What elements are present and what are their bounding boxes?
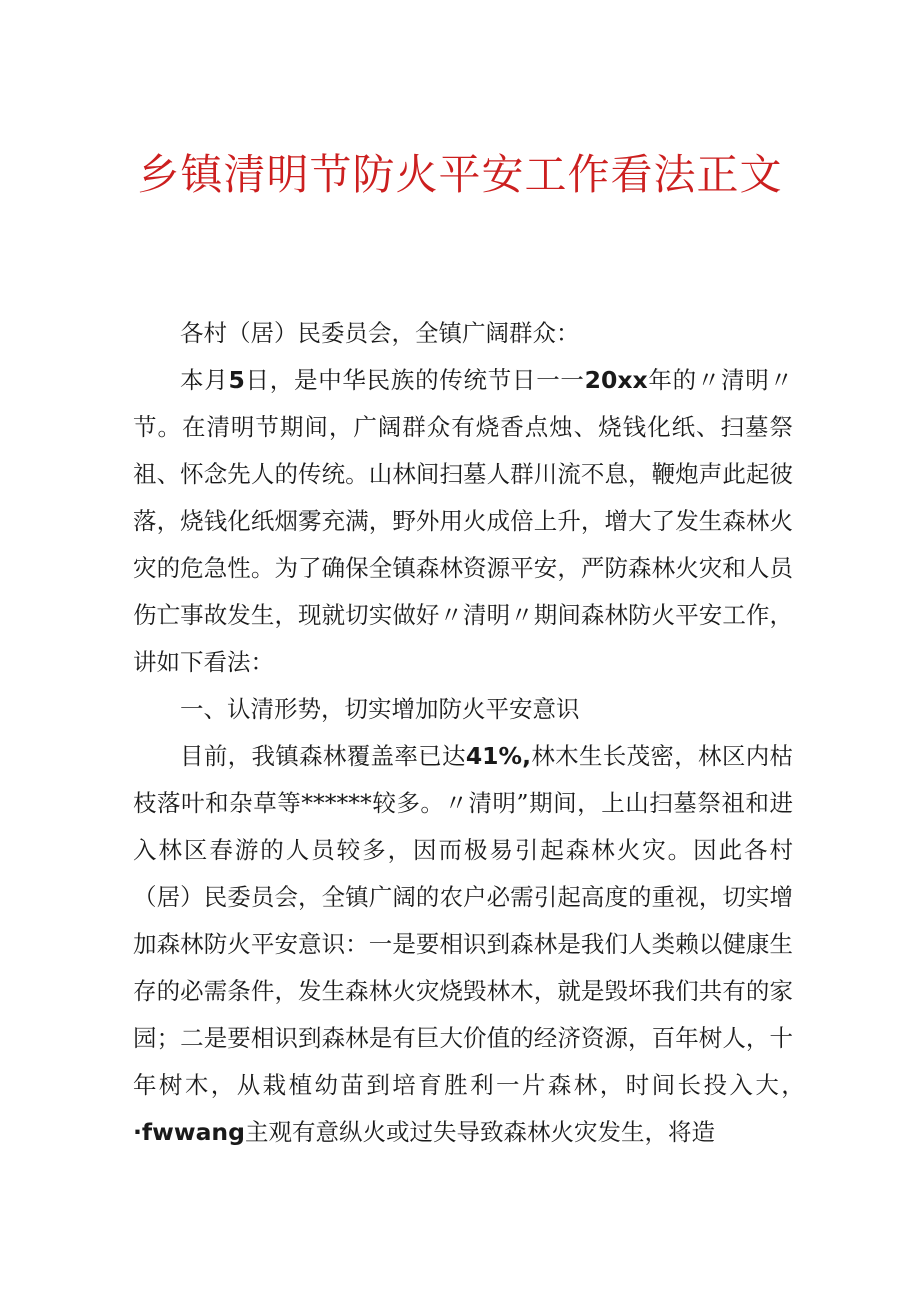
- inline-code-text: ·fwwang: [133, 1118, 245, 1146]
- document-title: 乡镇清明节防火平安工作看法正文: [137, 150, 783, 199]
- paragraph-text: 本月: [180, 366, 229, 394]
- paragraph-text: 年的〃清明〃节。在清明节期间，广阔群众有烧香点烛、烧钱化纸、扫墓祭祖、怀念先人的传统。山林间扫墓人群川流不息，鞭炮声此起彼落，烧钱化纸烟雾充满，野外用火成倍上升，增大了发生森林火灾的危急性。为了确保全镇森林资源平安，严防森林火灾和人员伤亡事故发生，现就切实做好〃清明〃期间森林防火平安工作，讲如下看法：: [133, 366, 794, 676]
- paragraph-text: 林木生长茂密，林区内枯枝落叶和杂草等******较多。〃清明”期间，上山扫墓祭祖和进入林区春游的人员较多，因而极易引起森林火灾。因此各村（居）民委员会，全镇广阔的农户必需引起高度的重视，切实增加森林防火平安意识：一是要相识到森林是我们人类赖以健康生存的必需条件，发生森林火灾烧毁林木，就是毁坏我们共有的家园；二是要相识到森林是有巨大价值的经济资源，百年树人，十年树木，从栽植幼苗到培育胜利一片森林，时间长投入大，: [133, 742, 794, 1099]
- paragraph-text: 日，是中华民族的传统节日一一: [244, 366, 585, 394]
- section-heading: 一、认清形势，切实增加防火平安意识: [180, 695, 580, 723]
- coverage-rate: 41%,: [465, 742, 532, 770]
- paragraph-intro: [133, 357, 793, 686]
- paragraph-text: 目前，我镇森林覆盖率已达: [180, 742, 466, 770]
- document-body: [133, 310, 793, 1156]
- year-text: 20xx: [584, 366, 648, 394]
- paragraph-text: 主观有意纵火或过失导致森林火灾发生，将造: [244, 1118, 715, 1146]
- salutation: 各村（居）民委员会，全镇广阔群众：: [180, 319, 580, 347]
- date-number: 5: [228, 366, 245, 394]
- paragraph-situation: [133, 733, 793, 1156]
